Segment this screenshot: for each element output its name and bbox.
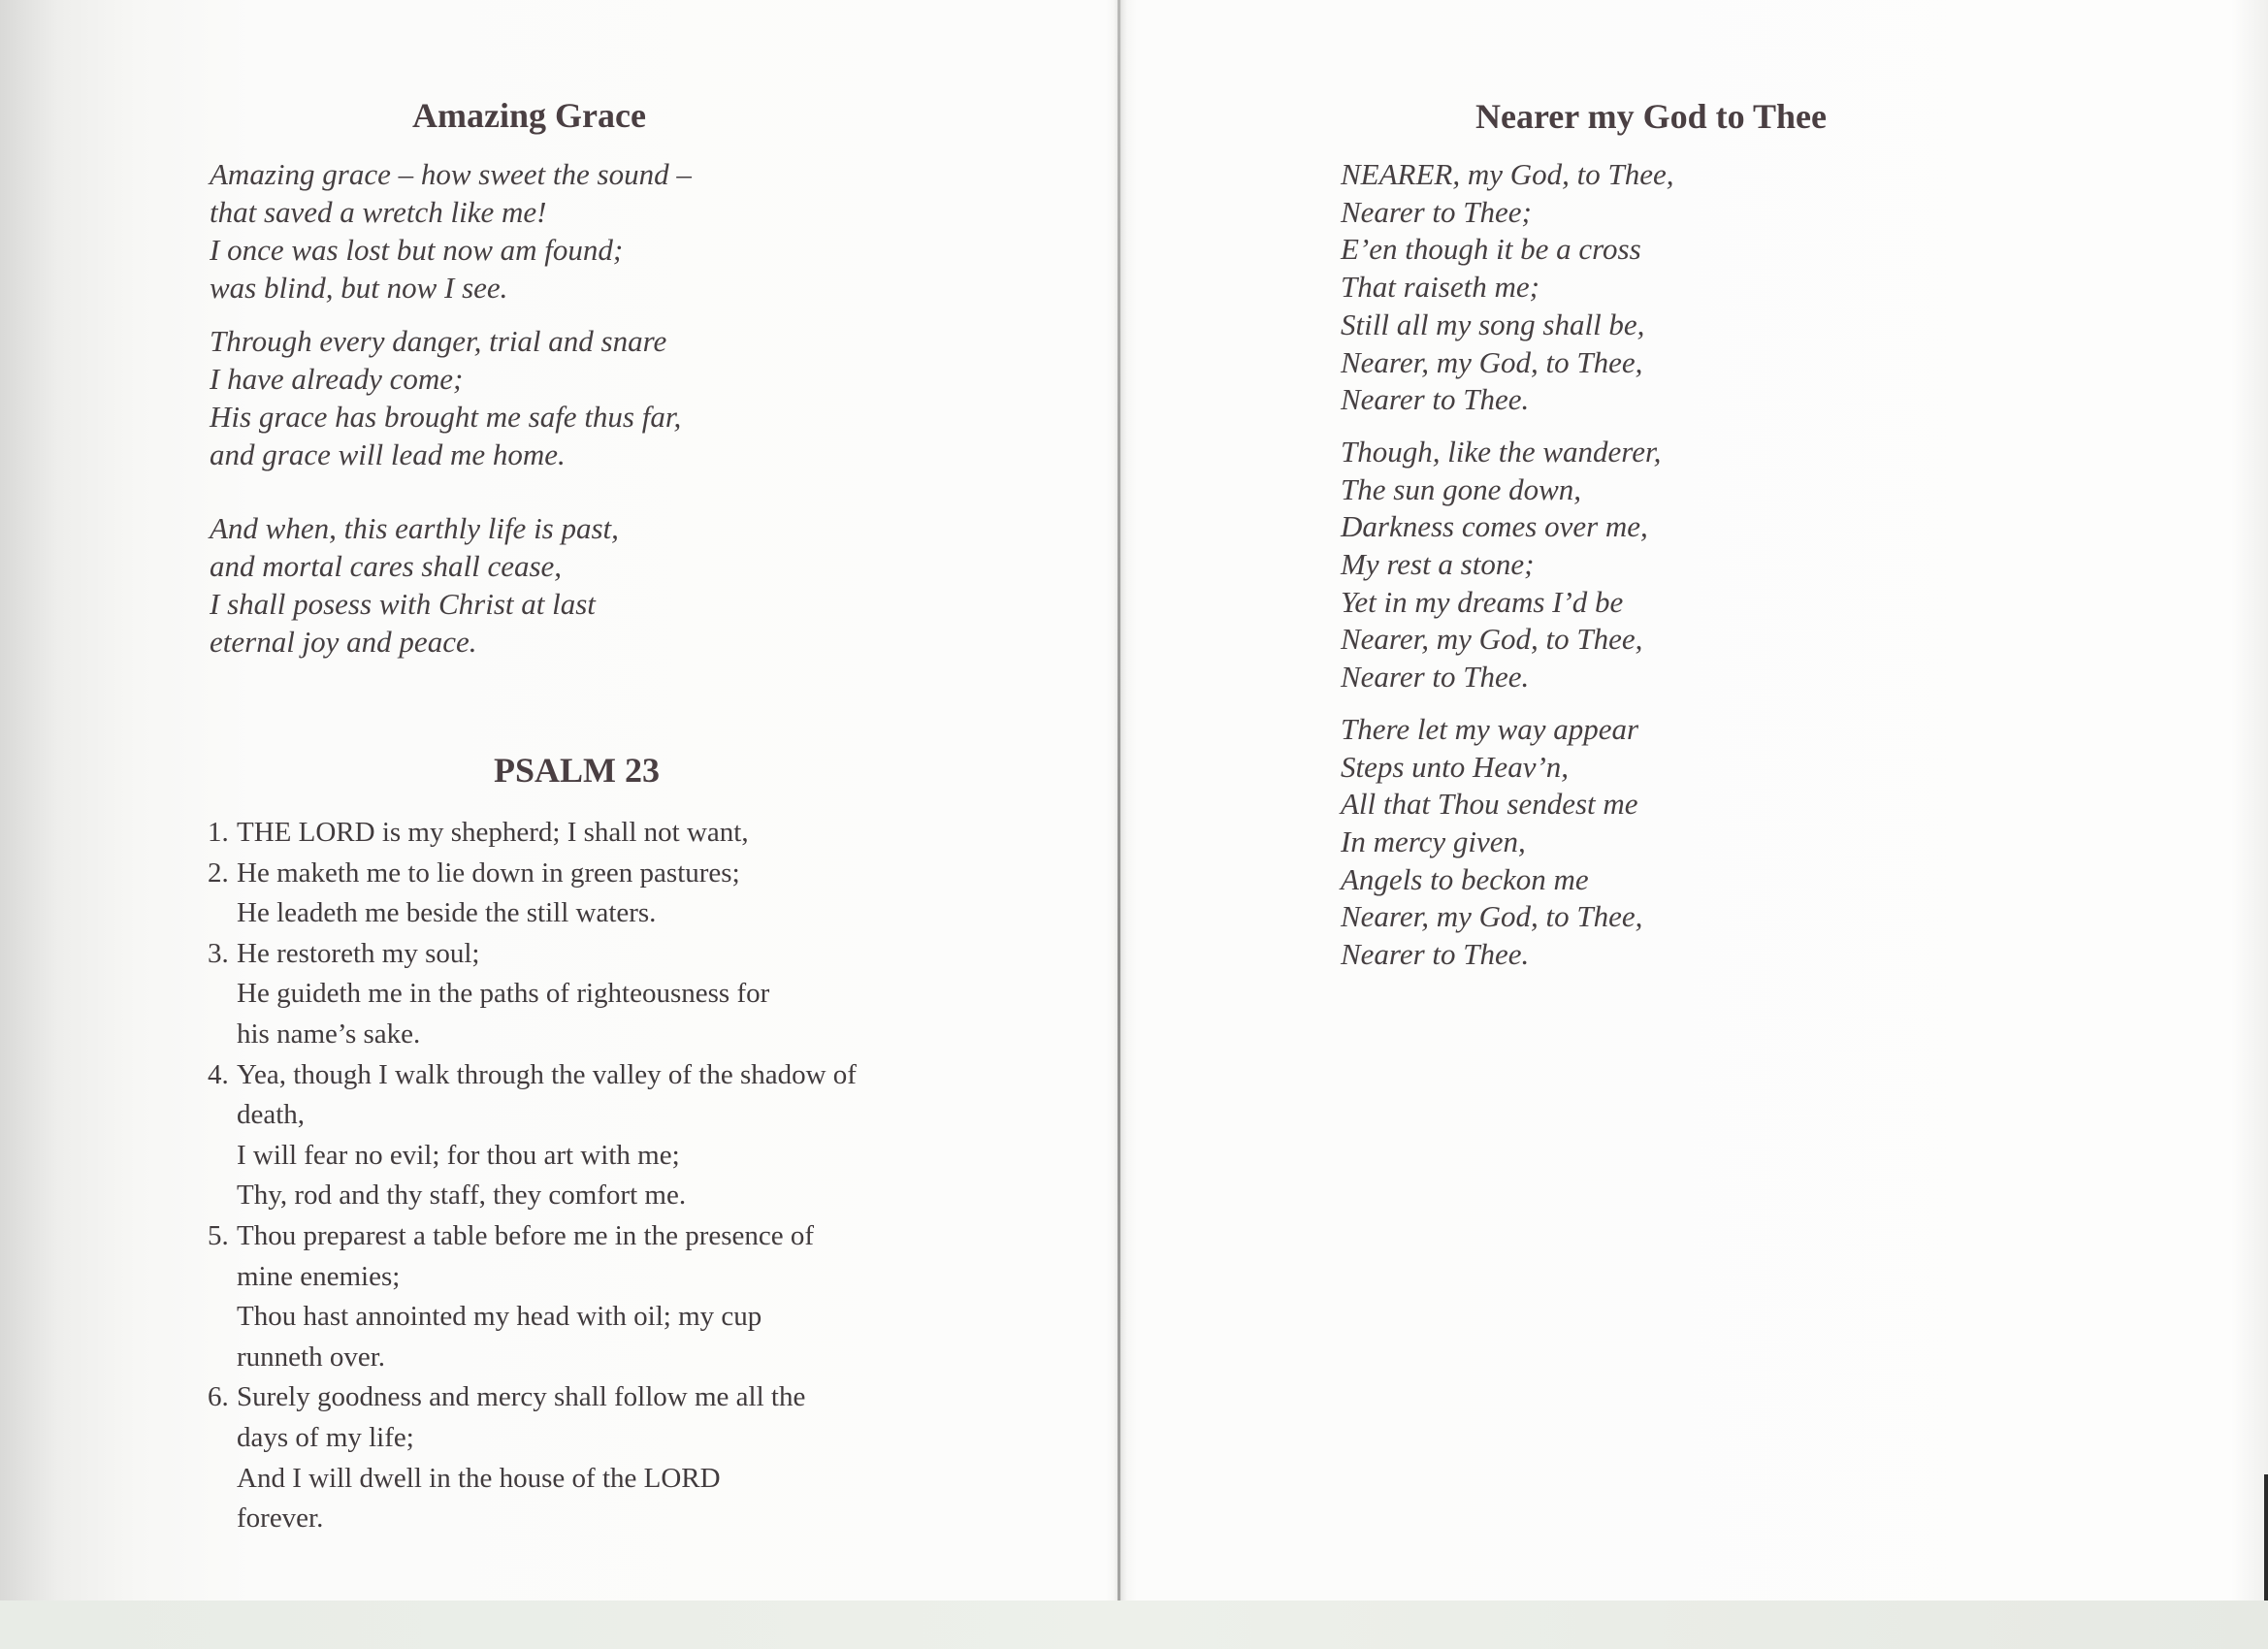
lyric-line: Though, like the wanderer,: [1341, 434, 1662, 469]
psalm-verse: [208, 813, 857, 854]
verse-line: And I will dwell in the house of the LORD: [237, 1462, 721, 1494]
amazing-grace-stanza-1: [210, 155, 692, 307]
verse-line: He restoreth my soul;: [237, 937, 480, 969]
verse-line: He leadeth me beside the still waters.: [237, 897, 657, 929]
verse-line: Thy, rod and thy staff, they comfort me.: [237, 1180, 687, 1212]
verse-line: runneth over.: [237, 1341, 386, 1373]
lyric-line: Still all my song shall be,: [1341, 307, 1645, 341]
lyric-line: Nearer to Thee.: [1341, 382, 1530, 417]
lyric-line: That raiseth me;: [1341, 270, 1539, 305]
lyric-line: Darkness comes over me,: [1341, 509, 1648, 544]
verse-line: his name’s sake.: [237, 1018, 421, 1050]
lyric-line: Nearer, my God, to Thee,: [1341, 344, 1643, 379]
verse-line: I will fear no evil; for thou art with me;: [237, 1139, 680, 1171]
lyric-line: Steps unto Heav’n,: [1341, 749, 1570, 784]
psalm-verse: [208, 1216, 857, 1377]
lyric-line: that saved a wretch like me!: [210, 195, 547, 229]
lyric-line: I shall posess with Christ at last: [210, 587, 596, 621]
lyric-line: and mortal cares shall cease,: [210, 549, 563, 583]
amazing-grace-stanza-3: [210, 509, 692, 661]
lyric-line: I once was lost but now am found;: [210, 233, 624, 267]
lyric-line: NEARER, my God, to Thee,: [1341, 157, 1674, 191]
lyric-line: Nearer, my God, to Thee,: [1341, 622, 1643, 657]
verse-number: 3.: [208, 937, 229, 969]
lyric-line: E’en though it be a cross: [1341, 232, 1641, 267]
lyric-line: Yet in my dreams I’d be: [1341, 584, 1624, 619]
verse-line: THE LORD is my shepherd; I shall not want,: [237, 817, 749, 848]
page-edge: [2264, 1474, 2268, 1600]
verse-line: Thou preparest a table before me in the presence of: [237, 1219, 815, 1251]
lyric-line: and grace will lead me home.: [210, 437, 566, 471]
lyric-line: All that Thou sendest me: [1341, 787, 1638, 822]
lyric-line: Nearer to Thee.: [1341, 937, 1530, 972]
nearer-stanza-3: [1341, 711, 1674, 974]
verse-line: Thou hast annointed my head with oil; my cup: [237, 1301, 762, 1333]
verse-number: 6.: [208, 1381, 229, 1413]
scanner-bed-strip: [0, 1600, 2268, 1649]
verse-number: 4.: [208, 1058, 229, 1090]
psalm-verse: [208, 934, 857, 1055]
verse-line: forever.: [237, 1503, 324, 1535]
verse-line: Yea, though I walk through the valley of the shadow of: [237, 1058, 857, 1090]
amazing-grace-lyrics: [210, 155, 692, 661]
lyric-line: Nearer to Thee;: [1341, 194, 1532, 229]
psalm-verse: [208, 854, 857, 934]
lyric-line: My rest a stone;: [1341, 547, 1535, 582]
lyric-line: In mercy given,: [1341, 824, 1526, 858]
nearer-my-god-title: Nearer my God to Thee: [1475, 97, 1827, 136]
lyric-line: Nearer, my God, to Thee,: [1341, 899, 1643, 934]
center-fold: [1118, 0, 1120, 1600]
lyric-line: The sun gone down,: [1341, 471, 1581, 506]
lyric-line: His grace has brought me safe thus far,: [210, 400, 682, 434]
psalm-23-title: PSALM 23: [494, 751, 660, 790]
lyric-line: Angels to beckon me: [1341, 861, 1589, 896]
lyric-line: eternal joy and peace.: [210, 625, 477, 659]
verse-number: 1.: [208, 817, 229, 848]
nearer-stanza-1: [1341, 156, 1674, 419]
psalm-verse: [208, 1377, 857, 1538]
lyric-line: was blind, but now I see.: [210, 271, 508, 305]
verse-number: 2.: [208, 857, 229, 889]
amazing-grace-title: Amazing Grace: [412, 96, 646, 135]
lyric-line: Amazing grace – how sweet the sound –: [210, 157, 692, 191]
verse-line: He maketh me to lie down in green pastures;: [237, 857, 740, 889]
verse-number: 5.: [208, 1219, 229, 1251]
nearer-stanza-2: [1341, 434, 1674, 696]
amazing-grace-stanza-2: [210, 322, 692, 473]
verse-line: Surely goodness and mercy shall follow me all the: [237, 1381, 806, 1413]
nearer-my-god-lyrics: [1341, 156, 1674, 974]
verse-line: He guideth me in the paths of righteousness for: [237, 978, 770, 1010]
verse-line: days of my life;: [237, 1421, 414, 1453]
lyric-line: I have already come;: [210, 362, 464, 396]
verse-line: mine enemies;: [237, 1260, 401, 1292]
lyric-line: There let my way appear: [1341, 711, 1639, 746]
fold-shadow: [1114, 0, 1127, 1600]
psalm-23-verses: [208, 813, 857, 1539]
lyric-line: Through every danger, trial and snare: [210, 324, 667, 358]
verse-line: death,: [237, 1099, 306, 1131]
psalm-verse: [208, 1055, 857, 1216]
lyric-line: And when, this earthly life is past,: [210, 511, 619, 545]
lyric-line: Nearer to Thee.: [1341, 660, 1530, 695]
